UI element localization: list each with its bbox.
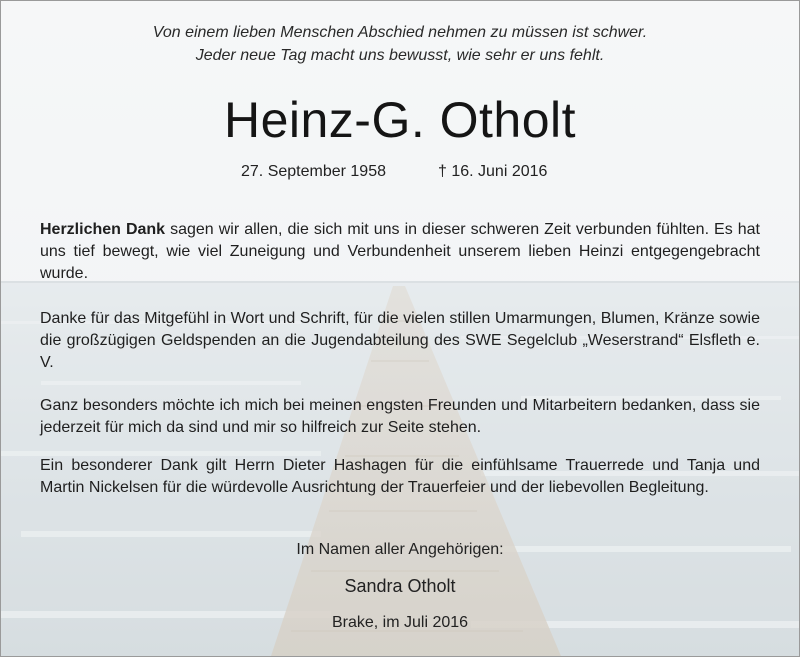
signature-name: Sandra Otholt — [344, 576, 456, 596]
birth-date: 27. September 1958 — [241, 163, 386, 180]
thanks-lead: Herzlichen Dank — [40, 221, 166, 238]
signature-intro: Im Namen aller Angehörigen: — [296, 541, 504, 558]
quote-line-1: Von einem lieben Menschen Abschied nehmen zu müssen ist schwer. — [152, 24, 648, 41]
paragraph-special-thanks: Ein besonderer Dank gilt Herrn Dieter Hashagen für die einfühlsame Trauerrede und Tanja und Martin Nickelsen für die würdevolle Ausrichtung der Trauerfeier und der liebevollen Begleitung. — [40, 457, 760, 496]
paragraph-thanks — [40, 219, 760, 285]
death-date: † 16. Juni 2016 — [438, 163, 548, 180]
place-date: Brake, im Juli 2016 — [331, 614, 469, 631]
quote-line-2: Jeder neue Tag macht uns bewusst, wie sehr er uns fehlt. — [195, 47, 605, 64]
paragraph-friends: Ganz besonders möchte ich mich bei meinen engsten Freunden und Mitarbeitern bedanken, dass sie jederzeit für mich da sind und mir so hilfreich zur Seite stehen. — [40, 397, 760, 436]
paragraph-sympathy: Danke für das Mitgefühl in Wort und Schrift, für die vielen stillen Umarmungen, Blumen, Kränze sowie die großzügigen Geldspenden an die Jugendabteilung des SWE Segelclub „Weserstrand“ Elsfleth e. V. — [40, 310, 760, 371]
thanks-text: sagen wir allen, die sich mit uns in dieser schweren Zeit verbunden fühlten. Es hat uns tief bewegt, wie viel Zuneigung und Verbundenheit unserem lieben Heinzi entgegengebracht wurde. — [40, 221, 760, 282]
deceased-name: Heinz-G. Otholt — [223, 92, 577, 148]
